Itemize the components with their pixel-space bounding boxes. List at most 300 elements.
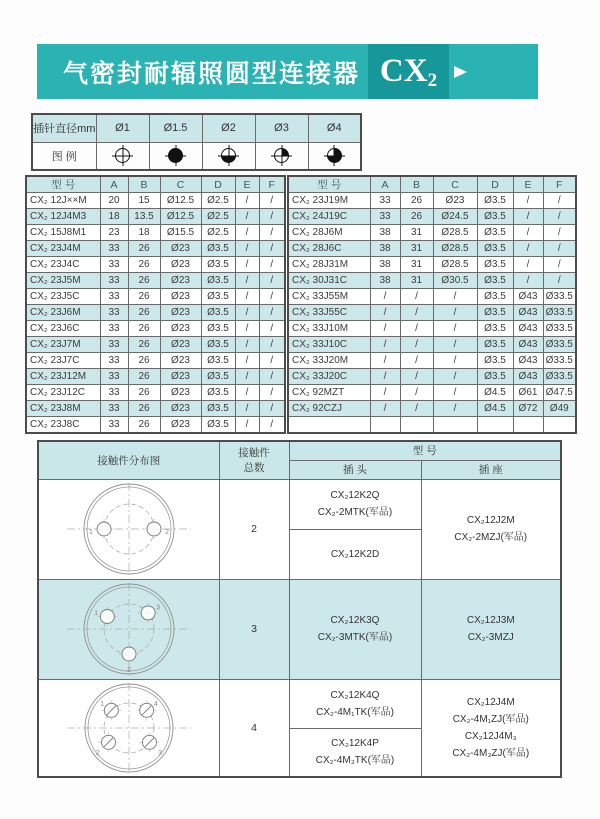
value-cell: / xyxy=(400,353,433,369)
model-cell: CX₂ 23J12M xyxy=(26,369,100,385)
value-cell: Ø15.5 xyxy=(160,225,201,241)
svg-text:3: 3 xyxy=(155,604,160,612)
value-cell: Ø3.5 xyxy=(201,369,235,385)
value-cell: 26 xyxy=(128,257,160,273)
contact-diagram-cell xyxy=(38,579,219,679)
value-cell: 26 xyxy=(128,369,160,385)
value-cell xyxy=(477,417,513,433)
plug-model-cell xyxy=(289,479,421,529)
value-cell: / xyxy=(259,353,285,369)
value-cell: / xyxy=(235,401,259,417)
model-text: CX₂-2MZJ(军品) xyxy=(454,532,528,543)
value-cell: / xyxy=(235,241,259,257)
model-cell: CX₂ 23J7C xyxy=(26,353,100,369)
table-row xyxy=(26,209,285,225)
model-cell xyxy=(288,417,370,433)
table-row xyxy=(26,273,285,289)
model-cell: CX₂ 12J4M3 xyxy=(26,209,100,225)
value-cell: Ø49 xyxy=(543,401,576,417)
column-header: D xyxy=(201,176,235,193)
pin-symbol-icon xyxy=(221,148,236,163)
value-cell: Ø43 xyxy=(513,289,543,305)
model-text: CX₂12K3Q xyxy=(330,615,380,626)
diagram-header: 接触件分布图 xyxy=(38,441,219,479)
product-code-subscript: 2 xyxy=(427,70,438,91)
model-cell: CX₂ 24J19C xyxy=(288,209,370,225)
value-cell xyxy=(433,417,477,433)
header-band xyxy=(37,44,538,99)
table-row xyxy=(26,337,285,353)
model-text: CX₂12J3M xyxy=(466,615,515,626)
value-cell: Ø3.5 xyxy=(201,417,235,433)
product-code-box xyxy=(368,44,449,99)
socket-model-cell xyxy=(421,479,561,579)
model-text: CX₂-3MZJ xyxy=(467,632,514,643)
value-cell: / xyxy=(259,193,285,209)
value-cell: Ø2.5 xyxy=(201,225,235,241)
contact-diagram-cell xyxy=(38,479,219,579)
value-cell: / xyxy=(259,401,285,417)
value-cell: Ø4.5 xyxy=(477,401,513,417)
column-header: F xyxy=(259,176,285,193)
table-row xyxy=(288,257,576,273)
value-cell: Ø23 xyxy=(433,193,477,209)
value-cell: Ø23 xyxy=(160,385,201,401)
value-cell: 26 xyxy=(128,353,160,369)
value-cell: / xyxy=(513,209,543,225)
value-cell: / xyxy=(259,369,285,385)
table-row xyxy=(288,321,576,337)
value-cell: / xyxy=(259,385,285,401)
svg-text:4: 4 xyxy=(153,700,158,708)
contact-diagram-3 xyxy=(49,582,209,676)
legend-label: 图 例 xyxy=(32,142,96,170)
value-cell: Ø43 xyxy=(513,353,543,369)
model-text: CX₂-2MTK(军品) xyxy=(317,507,393,518)
value-cell: / xyxy=(543,225,576,241)
value-cell: 38 xyxy=(370,241,400,257)
value-cell: Ø3.5 xyxy=(477,337,513,353)
value-cell: 31 xyxy=(400,225,433,241)
column-header: A xyxy=(100,176,128,193)
model-cell: CX₂ 12J××M xyxy=(26,193,100,209)
value-cell: / xyxy=(259,209,285,225)
value-cell: / xyxy=(370,321,400,337)
value-cell: Ø33.5 xyxy=(543,289,576,305)
value-cell: / xyxy=(235,225,259,241)
contact-header-row xyxy=(38,441,561,460)
value-cell: Ø3.5 xyxy=(201,353,235,369)
value-cell: Ø3.5 xyxy=(477,305,513,321)
value-cell: Ø3.5 xyxy=(201,273,235,289)
model-cell: CX₂ 23J6C xyxy=(26,321,100,337)
value-cell: / xyxy=(370,289,400,305)
contact-diagram-cell xyxy=(38,679,219,777)
value-cell: 13.5 xyxy=(128,209,160,225)
value-cell: / xyxy=(235,385,259,401)
value-cell: 33 xyxy=(100,273,128,289)
pin-symbol-icon xyxy=(168,148,183,163)
value-cell: Ø43 xyxy=(513,305,543,321)
svg-text:2: 2 xyxy=(164,528,169,536)
table-row xyxy=(26,385,285,401)
value-cell: / xyxy=(433,337,477,353)
value-cell xyxy=(543,417,576,433)
page-title: 气密封耐辐照圆型连接器 xyxy=(62,59,360,88)
table-row xyxy=(288,193,576,209)
model-cell: CX₂ 23J8C xyxy=(26,417,100,433)
value-cell: 18 xyxy=(128,225,160,241)
value-cell: Ø3.5 xyxy=(477,193,513,209)
value-cell: Ø3.5 xyxy=(201,257,235,273)
value-cell: Ø43 xyxy=(513,337,543,353)
value-cell: / xyxy=(235,321,259,337)
diameter-value: Ø4 xyxy=(308,114,361,142)
model-cell: CX₂ 33J55C xyxy=(288,305,370,321)
value-cell: Ø24.5 xyxy=(433,209,477,225)
value-cell: Ø2.5 xyxy=(201,193,235,209)
value-cell: / xyxy=(259,273,285,289)
value-cell: Ø23 xyxy=(160,257,201,273)
model-cell: CX₂ 23J5M xyxy=(26,273,100,289)
value-cell: Ø23 xyxy=(160,353,201,369)
value-cell: Ø2.5 xyxy=(201,209,235,225)
pin-diameter-label: 插针直径mm xyxy=(32,114,96,142)
value-cell: 33 xyxy=(370,193,400,209)
value-cell: / xyxy=(370,337,400,353)
model-cell: CX₂ 23J8M xyxy=(26,401,100,417)
value-cell: Ø28.5 xyxy=(433,241,477,257)
legend-symbol-row xyxy=(32,142,361,170)
value-cell: 31 xyxy=(400,241,433,257)
value-cell: / xyxy=(400,305,433,321)
table-row xyxy=(288,289,576,305)
value-cell: / xyxy=(259,337,285,353)
value-cell: Ø30.5 xyxy=(433,273,477,289)
table-row xyxy=(26,353,285,369)
pin-symbol-icon xyxy=(327,148,342,163)
value-cell: 26 xyxy=(128,273,160,289)
value-cell: Ø3.5 xyxy=(477,209,513,225)
plug-model-cell xyxy=(289,679,421,728)
column-header: 型 号 xyxy=(288,176,370,193)
value-cell: Ø23 xyxy=(160,321,201,337)
value-cell: / xyxy=(433,401,477,417)
symbol-cell xyxy=(96,142,149,170)
column-header: C xyxy=(433,176,477,193)
value-cell: 26 xyxy=(128,241,160,257)
value-cell: / xyxy=(400,321,433,337)
value-cell: / xyxy=(370,369,400,385)
contact-diagram-4 xyxy=(49,682,209,774)
value-cell: 31 xyxy=(400,257,433,273)
spec-table-right xyxy=(287,175,577,434)
value-cell: Ø3.5 xyxy=(201,401,235,417)
value-cell: Ø3.5 xyxy=(201,337,235,353)
table-row xyxy=(26,225,285,241)
value-cell: / xyxy=(370,401,400,417)
column-header: B xyxy=(400,176,433,193)
value-cell: Ø3.5 xyxy=(477,273,513,289)
svg-text:2: 2 xyxy=(126,666,131,674)
table-row xyxy=(288,305,576,321)
contact-section-2 xyxy=(38,479,561,529)
value-cell: 38 xyxy=(370,225,400,241)
table-row xyxy=(26,401,285,417)
value-cell xyxy=(513,417,543,433)
value-cell: Ø3.5 xyxy=(201,289,235,305)
value-cell: / xyxy=(400,401,433,417)
value-cell: 20 xyxy=(100,193,128,209)
model-text: CX₂12J2M xyxy=(466,515,515,526)
value-cell: 26 xyxy=(128,289,160,305)
value-cell: / xyxy=(235,369,259,385)
value-cell: / xyxy=(235,353,259,369)
value-cell: Ø12.5 xyxy=(160,193,201,209)
plug-model-cell xyxy=(289,579,421,679)
value-cell: / xyxy=(543,241,576,257)
spec-header-row xyxy=(288,176,576,193)
value-cell: Ø23 xyxy=(160,417,201,433)
svg-text:3: 3 xyxy=(157,749,162,757)
value-cell: / xyxy=(400,385,433,401)
value-cell: / xyxy=(433,321,477,337)
value-cell: 33 xyxy=(100,417,128,433)
value-cell: Ø12.5 xyxy=(160,209,201,225)
model-text: CX₂-4M₁TK(军品) xyxy=(316,706,394,718)
header-title-wrap xyxy=(37,44,368,99)
table-row xyxy=(26,305,285,321)
contact-section-3 xyxy=(38,579,561,679)
table-row xyxy=(26,369,285,385)
value-cell: 26 xyxy=(128,321,160,337)
value-cell: / xyxy=(400,337,433,353)
value-cell: / xyxy=(259,305,285,321)
model-cell: CX₂ 28J6C xyxy=(288,241,370,257)
value-cell: Ø3.5 xyxy=(201,305,235,321)
table-row xyxy=(26,241,285,257)
value-cell: / xyxy=(235,257,259,273)
value-cell: / xyxy=(370,353,400,369)
value-cell: Ø33.5 xyxy=(543,369,576,385)
table-row xyxy=(288,225,576,241)
model-cell: CX₂ 23J5C xyxy=(26,289,100,305)
value-cell: Ø3.5 xyxy=(201,321,235,337)
value-cell: / xyxy=(433,305,477,321)
contact-count: 2 xyxy=(219,479,289,579)
table-row xyxy=(288,209,576,225)
value-cell: / xyxy=(259,321,285,337)
value-cell: / xyxy=(259,417,285,433)
value-cell: 33 xyxy=(100,337,128,353)
value-cell: Ø4.5 xyxy=(477,385,513,401)
arrow-right-icon xyxy=(454,66,467,78)
column-header: E xyxy=(235,176,259,193)
diameter-value: Ø1 xyxy=(96,114,149,142)
model-cell: CX₂ 28J6M xyxy=(288,225,370,241)
socket-model-cell xyxy=(421,579,561,679)
spec-header-row xyxy=(26,176,285,193)
contact-layout-table xyxy=(37,440,562,778)
value-cell: Ø43 xyxy=(513,321,543,337)
value-cell: Ø23 xyxy=(160,337,201,353)
table-row xyxy=(288,401,576,417)
count-header-line2: 总数 xyxy=(243,462,265,475)
diameter-value: Ø2 xyxy=(202,114,255,142)
value-cell: / xyxy=(235,193,259,209)
value-cell: Ø61 xyxy=(513,385,543,401)
table-row xyxy=(26,257,285,273)
model-cell: CX₂ 23J7M xyxy=(26,337,100,353)
model-cell: CX₂ 23J19M xyxy=(288,193,370,209)
value-cell: 33 xyxy=(100,289,128,305)
value-cell: / xyxy=(513,257,543,273)
value-cell: 18 xyxy=(100,209,128,225)
model-text: CX₂12K4P xyxy=(331,738,379,750)
model-header: 型 号 xyxy=(289,441,561,460)
value-cell: / xyxy=(370,305,400,321)
table-row xyxy=(288,241,576,257)
model-cell: CX₂ 92CZJ xyxy=(288,401,370,417)
value-cell: / xyxy=(513,273,543,289)
model-text: CX₂-3MTK(军品) xyxy=(317,632,393,643)
value-cell: 26 xyxy=(128,385,160,401)
value-cell: 31 xyxy=(400,273,433,289)
value-cell: 33 xyxy=(370,209,400,225)
table-row xyxy=(288,337,576,353)
value-cell: Ø3.5 xyxy=(201,385,235,401)
value-cell: / xyxy=(433,289,477,305)
value-cell: 26 xyxy=(128,305,160,321)
svg-text:1: 1 xyxy=(88,528,93,536)
table-row xyxy=(288,385,576,401)
value-cell: / xyxy=(259,241,285,257)
column-header: C xyxy=(160,176,201,193)
column-header: D xyxy=(477,176,513,193)
value-cell: / xyxy=(513,241,543,257)
value-cell: 38 xyxy=(370,273,400,289)
value-cell: Ø3.5 xyxy=(477,241,513,257)
model-cell: CX₂ 23J12C xyxy=(26,385,100,401)
diameter-value: Ø1.5 xyxy=(149,114,202,142)
value-cell: Ø3.5 xyxy=(477,369,513,385)
value-cell: 33 xyxy=(100,385,128,401)
value-cell: / xyxy=(235,417,259,433)
value-cell: Ø47.5 xyxy=(543,385,576,401)
value-cell: Ø28.5 xyxy=(433,257,477,273)
value-cell: 23 xyxy=(100,225,128,241)
column-header: 型 号 xyxy=(26,176,100,193)
contact-count: 4 xyxy=(219,679,289,777)
model-text: CX₂12J4M₃ xyxy=(464,730,517,742)
model-cell: CX₂ 23J4M xyxy=(26,241,100,257)
model-text: CX₂-4M₁ZJ(军品) xyxy=(452,713,529,725)
socket-model-cell xyxy=(421,679,561,777)
value-cell: Ø23 xyxy=(160,273,201,289)
value-cell: / xyxy=(400,289,433,305)
column-header: B xyxy=(128,176,160,193)
value-cell: / xyxy=(400,369,433,385)
table-row xyxy=(26,193,285,209)
value-cell: 33 xyxy=(100,369,128,385)
value-cell: 33 xyxy=(100,305,128,321)
value-cell: 26 xyxy=(400,209,433,225)
model-text: CX₂-4M₃ZJ(军品) xyxy=(452,747,530,759)
value-cell: Ø3.5 xyxy=(477,353,513,369)
value-cell: 15 xyxy=(128,193,160,209)
table-row xyxy=(26,321,285,337)
model-cell: CX₂ 23J4C xyxy=(26,257,100,273)
value-cell: / xyxy=(259,289,285,305)
count-header xyxy=(219,441,289,479)
value-cell: Ø3.5 xyxy=(201,241,235,257)
value-cell xyxy=(370,417,400,433)
table-row xyxy=(288,417,576,433)
value-cell: Ø33.5 xyxy=(543,337,576,353)
column-header: A xyxy=(370,176,400,193)
value-cell: / xyxy=(259,257,285,273)
value-cell: Ø33.5 xyxy=(543,353,576,369)
model-cell: CX₂ 33J20M xyxy=(288,353,370,369)
value-cell: Ø72 xyxy=(513,401,543,417)
value-cell: Ø23 xyxy=(160,369,201,385)
value-cell xyxy=(400,417,433,433)
symbol-cell xyxy=(308,142,361,170)
model-cell: CX₂ 23J6M xyxy=(26,305,100,321)
value-cell: 38 xyxy=(370,257,400,273)
contact-count: 3 xyxy=(219,579,289,679)
value-cell: / xyxy=(235,273,259,289)
model-cell: CX₂ 28J31M xyxy=(288,257,370,273)
table-row xyxy=(288,353,576,369)
svg-text:1: 1 xyxy=(93,609,98,617)
value-cell: Ø23 xyxy=(160,401,201,417)
table-row xyxy=(26,289,285,305)
value-cell: Ø3.5 xyxy=(477,321,513,337)
value-cell: / xyxy=(543,209,576,225)
value-cell: / xyxy=(543,193,576,209)
value-cell: / xyxy=(235,209,259,225)
diameter-value: Ø3 xyxy=(255,114,308,142)
model-text: CX₂12K2D xyxy=(330,548,380,560)
value-cell: Ø28.5 xyxy=(433,225,477,241)
column-header: F xyxy=(543,176,576,193)
value-cell: / xyxy=(235,289,259,305)
symbol-cell xyxy=(202,142,255,170)
value-cell: 26 xyxy=(400,193,433,209)
value-cell: / xyxy=(370,385,400,401)
svg-text:1: 1 xyxy=(99,700,104,708)
plug-model-cell xyxy=(289,529,421,579)
value-cell: / xyxy=(235,305,259,321)
value-cell: Ø23 xyxy=(160,241,201,257)
model-cell: CX₂ 30J31C xyxy=(288,273,370,289)
pin-symbol-icon xyxy=(115,148,130,163)
pin-diameter-legend-table xyxy=(31,113,362,171)
model-text: CX₂12J4M xyxy=(466,696,515,708)
value-cell: Ø33.5 xyxy=(543,305,576,321)
plug-model-cell xyxy=(289,728,421,776)
pin-symbol-icon xyxy=(274,148,289,163)
symbol-cell xyxy=(255,142,308,170)
value-cell: / xyxy=(543,257,576,273)
count-header-line1: 接触件 xyxy=(238,447,270,460)
value-cell: Ø33.5 xyxy=(543,321,576,337)
value-cell: / xyxy=(513,193,543,209)
table-row xyxy=(288,273,576,289)
value-cell: Ø43 xyxy=(513,369,543,385)
model-cell: CX₂ 33J55M xyxy=(288,289,370,305)
